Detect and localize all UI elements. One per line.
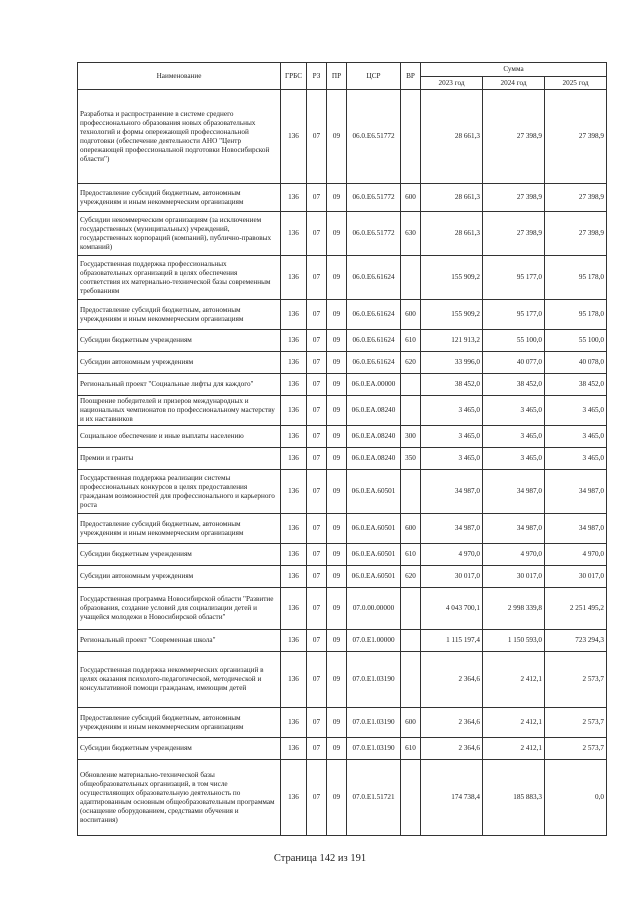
table-cell-vr: 630 <box>401 212 421 256</box>
table-cell-grbs: 136 <box>281 760 307 836</box>
table-cell-rz: 07 <box>307 396 327 426</box>
table-cell-pr: 09 <box>327 630 347 652</box>
table-cell-csr: 06.0.Е6.61624 <box>347 300 401 330</box>
table-cell-grbs: 136 <box>281 566 307 588</box>
table-cell-2023: 28 661,3 <box>421 184 483 212</box>
table-cell-csr: 07.0.Е1.00000 <box>347 630 401 652</box>
table-cell-name: Предоставление субсидий бюджетным, автономным учреждениям и иным некоммерческим организациям <box>78 514 281 544</box>
table-cell-2024: 40 077,0 <box>483 352 545 374</box>
table-cell-2025: 40 078,0 <box>545 352 607 374</box>
table-cell-grbs: 136 <box>281 300 307 330</box>
budget-table <box>77 62 607 836</box>
table-cell-rz: 07 <box>307 374 327 396</box>
table-cell-2024: 95 177,0 <box>483 256 545 300</box>
table-cell-2025: 27 398,9 <box>545 212 607 256</box>
header-year-2024: 2024 год <box>483 77 545 90</box>
table-cell-2025: 2 573,7 <box>545 738 607 760</box>
table-cell-2023: 2 364,6 <box>421 652 483 708</box>
table-cell-2023: 34 987,0 <box>421 470 483 514</box>
header-year-2023: 2023 год <box>421 77 483 90</box>
table-cell-2023: 28 661,3 <box>421 212 483 256</box>
table-cell-csr: 06.0.ЕА.60501 <box>347 514 401 544</box>
table-cell-pr: 09 <box>327 90 347 184</box>
table-cell-2023: 33 996,0 <box>421 352 483 374</box>
table-cell-csr: 06.0.Е6.51772 <box>347 90 401 184</box>
table-cell-grbs: 136 <box>281 630 307 652</box>
header-rz: РЗ <box>307 63 327 90</box>
table-cell-2023: 174 738,4 <box>421 760 483 836</box>
table-cell-rz: 07 <box>307 212 327 256</box>
table-cell-vr: 620 <box>401 352 421 374</box>
table-cell-pr: 09 <box>327 212 347 256</box>
table-cell-2023: 155 909,2 <box>421 256 483 300</box>
table-cell-2023: 121 913,2 <box>421 330 483 352</box>
table-cell-vr <box>401 760 421 836</box>
table-cell-grbs: 136 <box>281 426 307 448</box>
table-cell-2023: 2 364,6 <box>421 708 483 738</box>
table-cell-2024: 27 398,9 <box>483 212 545 256</box>
table-cell-name: Предоставление субсидий бюджетным, автономным учреждениям и иным некоммерческим организациям <box>78 708 281 738</box>
table-cell-vr: 600 <box>401 708 421 738</box>
table-cell-rz: 07 <box>307 448 327 470</box>
table-cell-2025: 2 573,7 <box>545 652 607 708</box>
table-cell-2024: 55 100,0 <box>483 330 545 352</box>
table-cell-csr: 07.0.Е1.51721 <box>347 760 401 836</box>
table-cell-rz: 07 <box>307 738 327 760</box>
table-row <box>78 90 607 184</box>
table-row <box>78 374 607 396</box>
table-cell-vr: 610 <box>401 544 421 566</box>
table-cell-pr: 09 <box>327 760 347 836</box>
table-cell-2024: 2 412,1 <box>483 738 545 760</box>
table-cell-name: Предоставление субсидий бюджетным, автономным учреждениям и иным некоммерческим организациям <box>78 184 281 212</box>
table-cell-pr: 09 <box>327 396 347 426</box>
table-cell-csr: 06.0.ЕА.08240 <box>347 426 401 448</box>
header-year-2025: 2025 год <box>545 77 607 90</box>
table-cell-name: Социальное обеспечение и иные выплаты населению <box>78 426 281 448</box>
table-cell-2025: 95 178,0 <box>545 300 607 330</box>
table-cell-pr: 09 <box>327 184 347 212</box>
table-cell-2025: 2 573,7 <box>545 708 607 738</box>
table-cell-csr: 06.0.ЕА.60501 <box>347 566 401 588</box>
table-cell-2023: 34 987,0 <box>421 514 483 544</box>
table-cell-name: Субсидии автономным учреждениям <box>78 352 281 374</box>
table-cell-vr: 620 <box>401 566 421 588</box>
table-cell-2025: 30 017,0 <box>545 566 607 588</box>
table-cell-2024: 2 998 339,8 <box>483 588 545 630</box>
table-cell-name: Премии и гранты <box>78 448 281 470</box>
table-cell-vr <box>401 470 421 514</box>
table-cell-grbs: 136 <box>281 374 307 396</box>
table-cell-grbs: 136 <box>281 352 307 374</box>
table-cell-csr: 06.0.ЕА.00000 <box>347 374 401 396</box>
table-row <box>78 514 607 544</box>
table-cell-vr <box>401 90 421 184</box>
table-cell-rz: 07 <box>307 184 327 212</box>
table-cell-2023: 2 364,6 <box>421 738 483 760</box>
table-row <box>78 588 607 630</box>
table-cell-rz: 07 <box>307 90 327 184</box>
header-csr: ЦСР <box>347 63 401 90</box>
table-row <box>78 738 607 760</box>
table-cell-name: Поощрение победителей и призеров международных и национальных чемпионатов по профессиональному мастерству и их наставников <box>78 396 281 426</box>
table-cell-rz: 07 <box>307 256 327 300</box>
header-name: Наименование <box>78 63 281 90</box>
table-cell-2025: 27 398,9 <box>545 184 607 212</box>
table-cell-rz: 07 <box>307 708 327 738</box>
table-row <box>78 470 607 514</box>
table-cell-rz: 07 <box>307 514 327 544</box>
table-cell-name: Субсидии некоммерческим организациям (за исключением государственных (муниципальных) учреждений, государственных корпораций (компаний), публично-правовых компаний) <box>78 212 281 256</box>
table-cell-pr: 09 <box>327 708 347 738</box>
table-cell-csr: 06.0.Е6.51772 <box>347 184 401 212</box>
table-cell-2025: 34 987,0 <box>545 514 607 544</box>
table-cell-2023: 4 970,0 <box>421 544 483 566</box>
table-cell-2025: 55 100,0 <box>545 330 607 352</box>
table-row <box>78 708 607 738</box>
table-cell-name: Субсидии бюджетным учреждениям <box>78 544 281 566</box>
table-row <box>78 330 607 352</box>
table-cell-csr: 07.0.Е1.03190 <box>347 708 401 738</box>
table-row <box>78 760 607 836</box>
table-row <box>78 448 607 470</box>
table-cell-csr: 06.0.Е6.61624 <box>347 330 401 352</box>
table-row <box>78 544 607 566</box>
table-cell-rz: 07 <box>307 300 327 330</box>
table-cell-csr: 06.0.Е6.51772 <box>347 212 401 256</box>
table-cell-2025: 723 294,3 <box>545 630 607 652</box>
table-cell-grbs: 136 <box>281 212 307 256</box>
table-cell-pr: 09 <box>327 588 347 630</box>
header-pr: ПР <box>327 63 347 90</box>
table-cell-grbs: 136 <box>281 256 307 300</box>
table-row <box>78 300 607 330</box>
table-cell-pr: 09 <box>327 352 347 374</box>
table-cell-grbs: 136 <box>281 652 307 708</box>
table-cell-vr: 610 <box>401 330 421 352</box>
table-cell-csr: 06.0.ЕА.60501 <box>347 544 401 566</box>
table-cell-rz: 07 <box>307 352 327 374</box>
table-cell-csr: 06.0.ЕА.08240 <box>347 396 401 426</box>
table-cell-rz: 07 <box>307 426 327 448</box>
table-cell-csr: 07.0.00.00000 <box>347 588 401 630</box>
table-cell-2024: 3 465,0 <box>483 448 545 470</box>
table-cell-2024: 30 017,0 <box>483 566 545 588</box>
table-cell-pr: 09 <box>327 652 347 708</box>
table-cell-2024: 38 452,0 <box>483 374 545 396</box>
table-cell-csr: 07.0.Е1.03190 <box>347 652 401 708</box>
table-cell-pr: 09 <box>327 330 347 352</box>
table-cell-vr <box>401 256 421 300</box>
table-cell-name: Региональный проект "Социальные лифты для каждого" <box>78 374 281 396</box>
header-vr: ВР <box>401 63 421 90</box>
table-cell-vr: 300 <box>401 426 421 448</box>
table-cell-grbs: 136 <box>281 396 307 426</box>
table-cell-2023: 38 452,0 <box>421 374 483 396</box>
table-cell-name: Региональный проект "Современная школа" <box>78 630 281 652</box>
table-cell-grbs: 136 <box>281 90 307 184</box>
table-cell-name: Обновление материально-технической базы общеобразовательных организаций, в том числе осуществляющих образовательную деятельность по адаптированным основным общеобразовательным программам (оснащение оборудованием, средствами обучения и воспитания) <box>78 760 281 836</box>
table-cell-grbs: 136 <box>281 588 307 630</box>
table-cell-2024: 34 987,0 <box>483 470 545 514</box>
table-row <box>78 184 607 212</box>
table-cell-vr <box>401 588 421 630</box>
table-body <box>78 90 607 836</box>
table-cell-vr <box>401 652 421 708</box>
table-cell-csr: 06.0.ЕА.08240 <box>347 448 401 470</box>
table-cell-vr <box>401 396 421 426</box>
table-cell-vr <box>401 630 421 652</box>
table-cell-csr: 06.0.ЕА.60501 <box>347 470 401 514</box>
table-cell-vr: 610 <box>401 738 421 760</box>
table-cell-2024: 27 398,9 <box>483 184 545 212</box>
table-cell-grbs: 136 <box>281 708 307 738</box>
table-cell-rz: 07 <box>307 760 327 836</box>
table-cell-2025: 0,0 <box>545 760 607 836</box>
table-cell-name: Предоставление субсидий бюджетным, автономным учреждениям и иным некоммерческим организациям <box>78 300 281 330</box>
table-cell-2025: 2 251 495,2 <box>545 588 607 630</box>
table-cell-grbs: 136 <box>281 470 307 514</box>
table-cell-2023: 30 017,0 <box>421 566 483 588</box>
header-sum: Сумма <box>421 63 607 77</box>
table-cell-2025: 95 178,0 <box>545 256 607 300</box>
table-cell-2024: 34 987,0 <box>483 514 545 544</box>
table-cell-grbs: 136 <box>281 330 307 352</box>
table-header <box>78 63 607 90</box>
table-cell-pr: 09 <box>327 448 347 470</box>
table-cell-grbs: 136 <box>281 738 307 760</box>
table-cell-rz: 07 <box>307 630 327 652</box>
table-cell-pr: 09 <box>327 470 347 514</box>
table-cell-rz: 07 <box>307 652 327 708</box>
table-cell-2024: 1 150 593,0 <box>483 630 545 652</box>
table-cell-rz: 07 <box>307 330 327 352</box>
table-row <box>78 212 607 256</box>
table-cell-name: Государственная поддержка профессиональных образовательных организаций в целях обеспечения соответствия их материально-технической базы современным требованиям <box>78 256 281 300</box>
table-cell-pr: 09 <box>327 300 347 330</box>
table-row <box>78 256 607 300</box>
table-cell-2024: 185 883,3 <box>483 760 545 836</box>
table-row <box>78 652 607 708</box>
page-number: Страница 142 из 191 <box>273 853 367 864</box>
table-cell-2025: 3 465,0 <box>545 448 607 470</box>
table-cell-2023: 3 465,0 <box>421 448 483 470</box>
table-cell-pr: 09 <box>327 256 347 300</box>
table-cell-2024: 2 412,1 <box>483 708 545 738</box>
table-cell-name: Государственная поддержка некоммерческих организаций в целях оказания психолого-педагогической, методической и консультативной помощи гражданам, имеющим детей <box>78 652 281 708</box>
table-cell-2024: 27 398,9 <box>483 90 545 184</box>
table-cell-2025: 27 398,9 <box>545 90 607 184</box>
table-cell-pr: 09 <box>327 426 347 448</box>
table-cell-vr: 350 <box>401 448 421 470</box>
table-cell-rz: 07 <box>307 588 327 630</box>
table-cell-2023: 28 661,3 <box>421 90 483 184</box>
table-cell-2023: 3 465,0 <box>421 426 483 448</box>
table-cell-2023: 3 465,0 <box>421 396 483 426</box>
table-cell-2025: 3 465,0 <box>545 396 607 426</box>
table-cell-vr: 600 <box>401 514 421 544</box>
table-cell-rz: 07 <box>307 566 327 588</box>
table-cell-2025: 4 970,0 <box>545 544 607 566</box>
table-cell-rz: 07 <box>307 544 327 566</box>
table-cell-2024: 4 970,0 <box>483 544 545 566</box>
table-cell-vr: 600 <box>401 300 421 330</box>
table-cell-csr: 07.0.Е1.03190 <box>347 738 401 760</box>
table-row <box>78 630 607 652</box>
table-cell-pr: 09 <box>327 544 347 566</box>
table-cell-pr: 09 <box>327 566 347 588</box>
table-cell-name: Государственная программа Новосибирской области "Развитие образования, создание условий для социализации детей и учащейся молодежи в Новосибирской области" <box>78 588 281 630</box>
table-cell-pr: 09 <box>327 374 347 396</box>
table-cell-2024: 2 412,1 <box>483 652 545 708</box>
table-cell-grbs: 136 <box>281 448 307 470</box>
table-cell-2025: 38 452,0 <box>545 374 607 396</box>
header-grbs: ГРБС <box>281 63 307 90</box>
table-cell-grbs: 136 <box>281 514 307 544</box>
table-cell-2025: 3 465,0 <box>545 426 607 448</box>
table-cell-csr: 06.0.Е6.61624 <box>347 352 401 374</box>
table-cell-2024: 95 177,0 <box>483 300 545 330</box>
table-row <box>78 566 607 588</box>
table-cell-2023: 4 043 700,1 <box>421 588 483 630</box>
table-cell-pr: 09 <box>327 738 347 760</box>
table-cell-name: Субсидии бюджетным учреждениям <box>78 738 281 760</box>
table-cell-2023: 1 115 197,4 <box>421 630 483 652</box>
table-cell-name: Государственная поддержка реализации системы профессиональных конкурсов в целях предоставления гражданам возможностей для профессионального и карьерного роста <box>78 470 281 514</box>
table-cell-2024: 3 465,0 <box>483 396 545 426</box>
table-cell-2023: 155 909,2 <box>421 300 483 330</box>
table-cell-name: Субсидии автономным учреждениям <box>78 566 281 588</box>
table-cell-pr: 09 <box>327 514 347 544</box>
table-row <box>78 426 607 448</box>
table-cell-2025: 34 987,0 <box>545 470 607 514</box>
table-cell-grbs: 136 <box>281 184 307 212</box>
table-cell-2024: 3 465,0 <box>483 426 545 448</box>
table-cell-csr: 06.0.Е6.61624 <box>347 256 401 300</box>
table-cell-grbs: 136 <box>281 544 307 566</box>
table-cell-vr <box>401 374 421 396</box>
table-cell-vr: 600 <box>401 184 421 212</box>
table-row <box>78 396 607 426</box>
table-cell-name: Субсидии бюджетным учреждениям <box>78 330 281 352</box>
table-row <box>78 352 607 374</box>
table-cell-name: Разработка и распространение в системе среднего профессионального образования новых образовательных технологий и формы опережающей профессиональной подготовки (обеспечение деятельности АНО "Центр опережающей профессиональной подготовки Новосибирской области") <box>78 90 281 184</box>
table-cell-rz: 07 <box>307 470 327 514</box>
